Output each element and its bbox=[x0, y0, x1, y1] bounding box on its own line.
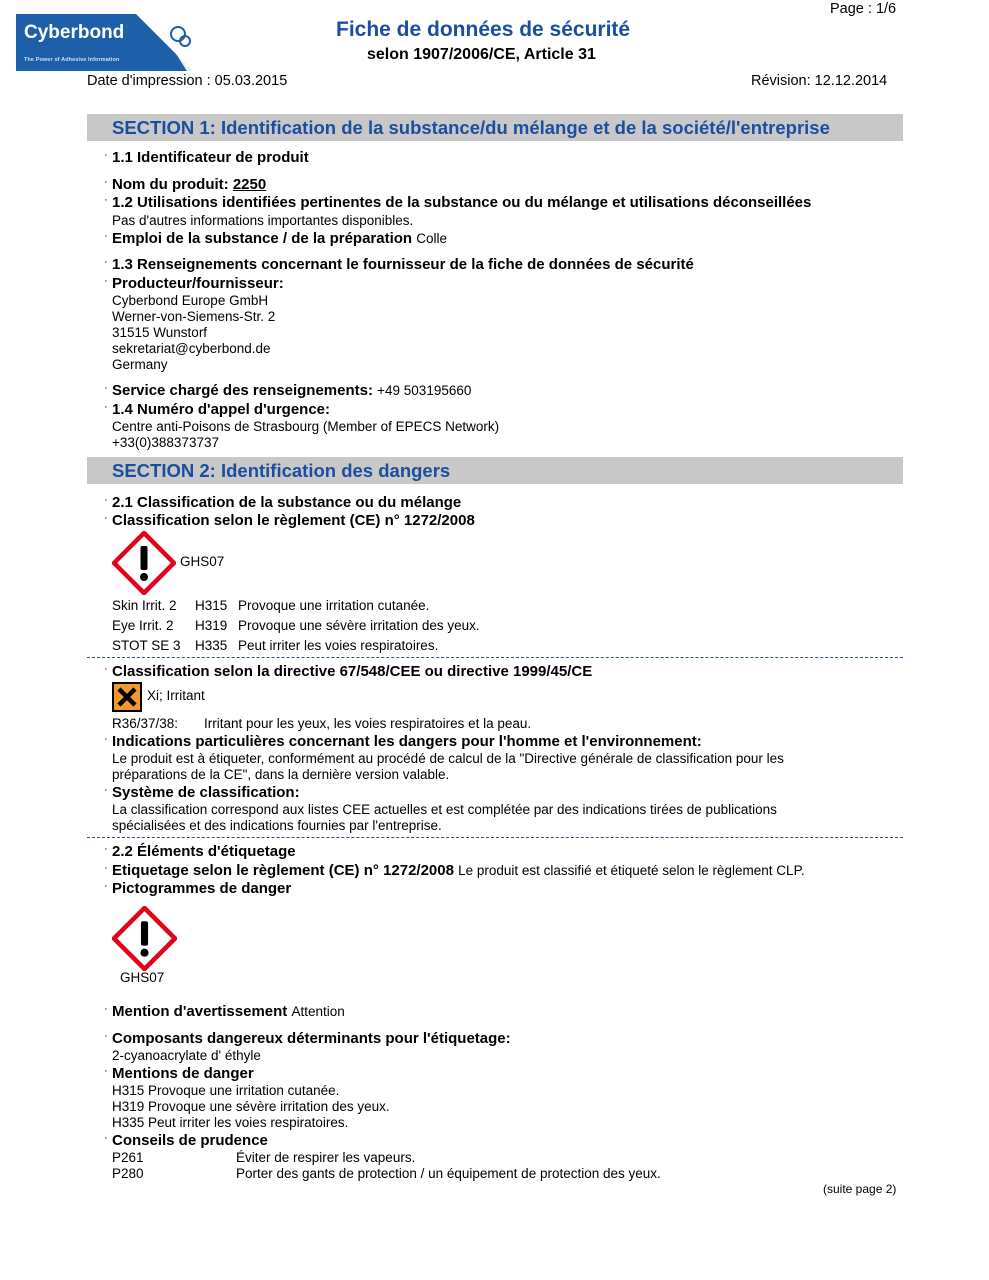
hazard-class: STOT SE 3 bbox=[112, 638, 181, 653]
use-value: Colle bbox=[416, 231, 448, 246]
hazard-text: Peut irriter les voies respiratoires. bbox=[238, 638, 439, 653]
document-title: Fiche de données de sécurité bbox=[336, 18, 631, 41]
hazard-statement: H319 Provoque une sévère irritation des yeux. bbox=[112, 1099, 390, 1114]
hazard-statement: H315 Provoque une irritation cutanée. bbox=[112, 1083, 340, 1098]
signal-word-row bbox=[112, 1003, 345, 1020]
heading-1-3: 1.3 Renseignements concernant le fournisseur de la fiche de données de sécurité bbox=[112, 256, 694, 273]
ghs07-label: GHS07 bbox=[180, 554, 225, 569]
hazard-code: H319 bbox=[195, 618, 228, 633]
special-hazards-line: Le produit est à étiqueter, conformément au procédé de calcul de la "Directive générale de classification pour les bbox=[112, 751, 784, 766]
emergency-line: Centre anti-Poisons de Strasbourg (Member of EPECS Network) bbox=[112, 419, 500, 434]
xi-irritant-icon bbox=[112, 682, 142, 712]
page-number: Page : 1/6 bbox=[830, 1, 897, 17]
heading-2-1: 2.1 Classification de la substance ou du mélange bbox=[112, 494, 462, 511]
signal-word-label: Mention d'avertissement bbox=[112, 1003, 288, 1020]
special-hazards-heading: Indications particulières concernant les dangers pour l'homme et l'environnement: bbox=[112, 733, 702, 750]
dsd-classification-heading: Classification selon la directive 67/548/CEE ou directive 1999/45/CE bbox=[112, 663, 593, 680]
xi-label: Xi; Irritant bbox=[147, 688, 205, 703]
pictogram-label: GHS07 bbox=[120, 970, 165, 985]
hazard-statement: H335 Peut irriter les voies respiratoires. bbox=[112, 1115, 349, 1130]
hazard-code: H335 bbox=[195, 638, 228, 653]
labelling-row bbox=[112, 862, 805, 879]
logo-wave-icon bbox=[136, 14, 193, 71]
precautions-heading: Conseils de prudence bbox=[112, 1132, 268, 1149]
product-name-value: 2250 bbox=[232, 176, 267, 193]
service-value: +49 503195660 bbox=[377, 383, 472, 398]
logo-brand: Cyberbond bbox=[24, 22, 125, 43]
r-phrase-code: R36/37/38: bbox=[112, 716, 179, 731]
r-phrase-text: Irritant pour les yeux, les voies respiratoires et la peau. bbox=[204, 716, 532, 731]
section-2-title: SECTION 2: Identification des dangers bbox=[112, 460, 451, 481]
precaution-code: P280 bbox=[112, 1166, 144, 1181]
heading-1-1: 1.1 Identificateur de produit bbox=[112, 149, 309, 166]
hazard-class: Skin Irrit. 2 bbox=[112, 598, 177, 613]
producer-line: Werner-von-Siemens-Str. 2 bbox=[112, 309, 276, 324]
producer-line: 31515 Wunstorf bbox=[112, 325, 208, 340]
producer-line: Germany bbox=[112, 357, 168, 372]
revision-date: Révision: 12.12.2014 bbox=[751, 73, 888, 89]
service-label: Service chargé des renseignements: bbox=[112, 382, 373, 399]
precaution-text: Porter des gants de protection / un équipement de protection des yeux. bbox=[236, 1166, 661, 1181]
components-value: 2-cyanoacrylate d' éthyle bbox=[112, 1048, 261, 1063]
precaution-code: P261 bbox=[112, 1150, 144, 1165]
labelling-text: Le produit est classifié et étiqueté selon le règlement CLP. bbox=[458, 863, 805, 878]
producer-label: Producteur/fournisseur: bbox=[112, 275, 284, 292]
special-hazards-line: préparations de la CE", dans la dernière version valable. bbox=[112, 767, 450, 782]
emergency-phone: +33(0)388373737 bbox=[112, 435, 219, 450]
divider bbox=[87, 657, 903, 658]
classification-system-line: La classification correspond aux listes CEE actuelles et est complétée par des indications tirées de publications bbox=[112, 802, 777, 817]
labelling-heading: Etiquetage selon le règlement (CE) n° 1272/2008 bbox=[112, 862, 454, 879]
divider bbox=[87, 837, 903, 838]
classification-system-line: spécialisées et des indications fournies par l'entreprise. bbox=[112, 818, 442, 833]
uses-text: Pas d'autres informations importantes disponibles. bbox=[112, 213, 414, 228]
product-name-label: Nom du produit: bbox=[112, 176, 229, 193]
heading-2-2: 2.2 Éléments d'étiquetage bbox=[112, 843, 296, 860]
classification-system-heading: Système de classification: bbox=[112, 784, 300, 801]
ghs07-exclamation-icon bbox=[112, 531, 176, 595]
hazard-statements-heading: Mentions de danger bbox=[112, 1065, 254, 1082]
print-date: Date d'impression : 05.03.2015 bbox=[87, 73, 288, 89]
hazard-text: Provoque une sévère irritation des yeux. bbox=[238, 618, 480, 633]
components-heading: Composants dangereux déterminants pour l'étiquetage: bbox=[112, 1030, 511, 1047]
precaution-text: Éviter de respirer les vapeurs. bbox=[236, 1150, 416, 1165]
heading-1-4: 1.4 Numéro d'appel d'urgence: bbox=[112, 401, 331, 418]
continued-note: (suite page 2) bbox=[823, 1182, 897, 1196]
producer-email[interactable]: sekretariat@cyberbond.de bbox=[112, 341, 271, 356]
hazard-text: Provoque une irritation cutanée. bbox=[238, 598, 430, 613]
section-1-title: SECTION 1: Identification de la substance/du mélange et de la société/l'entreprise bbox=[112, 117, 830, 138]
signal-word-value: Attention bbox=[291, 1004, 345, 1019]
ghs07-exclamation-icon bbox=[112, 906, 177, 971]
logo-tagline: The Power of Adhesive Information bbox=[24, 57, 120, 63]
section-1-header bbox=[87, 114, 903, 141]
hazard-class: Eye Irrit. 2 bbox=[112, 618, 174, 633]
hazard-code: H315 bbox=[195, 598, 228, 613]
producer-line: Cyberbond Europe GmbH bbox=[112, 293, 269, 308]
use-row bbox=[112, 230, 447, 247]
company-logo bbox=[16, 14, 193, 71]
section-2-header bbox=[87, 457, 903, 484]
pictograms-heading: Pictogrammes de danger bbox=[112, 880, 292, 897]
use-label: Emploi de la substance / de la préparation bbox=[112, 230, 413, 247]
product-name-row bbox=[112, 176, 266, 193]
document-subtitle: selon 1907/2006/CE, Article 31 bbox=[367, 46, 596, 63]
clp-classification-heading: Classification selon le règlement (CE) n° 1272/2008 bbox=[112, 512, 475, 529]
heading-1-2: 1.2 Utilisations identifiées pertinentes de la substance ou du mélange et utilisations déconseillées bbox=[112, 194, 812, 211]
service-row bbox=[112, 382, 471, 399]
